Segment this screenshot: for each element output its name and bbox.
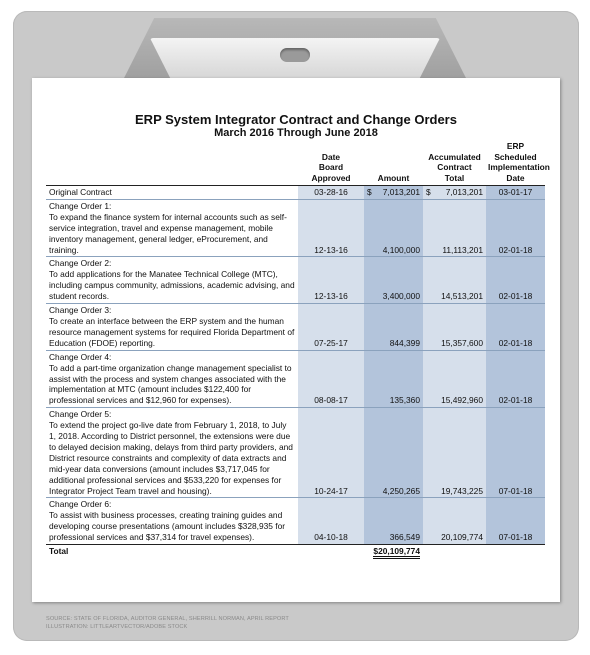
source-line: SOURCE: STATE OF FLORIDA, AUDITOR GENERAL, SHERRILL NORMAN, APRIL REPORT (46, 616, 289, 622)
row-date: 12-13-16 (298, 257, 364, 304)
table-row-change-order-4 (46, 350, 545, 408)
row-date: 08-08-17 (298, 350, 364, 408)
row-description: Change Order 2: To add applications for the Manatee Technical College (MTC), including campus community, admissions, academic advising, and student records. (46, 257, 298, 304)
row-description: Change Order 1: To expand the finance system for internal accounts such as self-service integration, travel and expense management, mobile inventory management, general ledger, eProcurement, and training. (46, 199, 298, 257)
header-amount: Amount (377, 172, 410, 183)
row-accumulated: 14,513,201 (423, 257, 486, 304)
row-date: 04-10-18 (298, 498, 364, 545)
row-implementation: 02-01-18 (486, 199, 545, 257)
table-row-change-order-6 (46, 498, 545, 545)
row-description: Change Order 5: To extend the project go-live date from February 1, 2018, to July 1, 2018. According to District personnel, the extensions were due to delayed decision making, delays from third party providers, and District resource constraints and complexity of data extracts and mid-year data conversions (amount includes $3,717,045 for additional professional services and $533,220 for expenses for Integrator Project Team travel and housing). (46, 408, 298, 498)
total-spacer (298, 545, 364, 558)
row-label: Original Contract (46, 186, 298, 200)
row-implementation: 07-01-18 (486, 408, 545, 498)
page-title: ERP System Integrator Contract and Change Orders (135, 112, 457, 127)
row-amount: $ 7,013,201 (364, 186, 423, 200)
clipboard-clip-hole (280, 48, 310, 62)
header-accumulated-contract-total: Accumulated Contract Total (428, 151, 481, 183)
source-credit (46, 616, 289, 631)
row-description: Change Order 4: To add a part-time organization change management specialist to assist with the process and system changes associated with the implementation at MTC (amount includes $122,400 for professional services and $12,960 for expenses). (46, 350, 298, 408)
row-amount: 3,400,000 (364, 257, 423, 304)
row-amount: 4,250,265 (364, 408, 423, 498)
row-accumulated: 15,492,960 (423, 350, 486, 408)
row-date: 03-28-16 (298, 186, 364, 200)
row-amount: 4,100,000 (364, 199, 423, 257)
row-accumulated: 19,743,225 (423, 408, 486, 498)
row-amount: 135,360 (364, 350, 423, 408)
page-subtitle: March 2016 Through June 2018 (214, 127, 378, 139)
row-accumulated: 11,113,201 (423, 199, 486, 257)
row-date: 10-24-17 (298, 408, 364, 498)
row-description: Change Order 6: To assist with business processes, creating training guides and developing course presentations (amount includes $328,935 for professional services and $37,314 for travel expenses). (46, 498, 298, 545)
table-row-original-contract (46, 186, 545, 200)
row-implementation: 02-01-18 (486, 304, 545, 351)
row-implementation: 02-01-18 (486, 350, 545, 408)
row-implementation: 07-01-18 (486, 498, 545, 545)
row-description: Change Order 3: To create an interface between the ERP system and the human resource management systems for required Florida Department of Education (FDOE) reporting. (46, 304, 298, 351)
table-row-total (46, 545, 545, 558)
row-implementation: 03-01-17 (486, 186, 545, 200)
contract-table (46, 141, 550, 558)
header-erp-scheduled-implementation-date: ERP Scheduled Implementation Date (488, 141, 550, 183)
row-accumulated: $ 7,013,201 (423, 186, 486, 200)
table-row-change-order-5 (46, 408, 545, 498)
table-row-change-order-1 (46, 199, 545, 257)
illustration-credit-line: ILLUSTRATION: LITTLEARTVECTOR/ADOBE STOCK (46, 623, 188, 630)
total-label: Total (46, 545, 298, 558)
table-row-change-order-2 (46, 257, 545, 304)
header-date-board-approved: Date Board Approved (311, 151, 351, 183)
document-paper (32, 78, 560, 602)
row-amount: 366,549 (364, 498, 423, 545)
total-spacer (423, 545, 486, 558)
table-row-change-order-3 (46, 304, 545, 351)
row-implementation: 02-01-18 (486, 257, 545, 304)
table-header-row (46, 141, 545, 186)
total-amount: $20,109,774 (364, 545, 423, 558)
row-accumulated: 15,357,600 (423, 304, 486, 351)
row-amount: 844,399 (364, 304, 423, 351)
total-spacer (486, 545, 545, 558)
row-date: 12-13-16 (298, 199, 364, 257)
header-description (46, 141, 298, 186)
row-accumulated: 20,109,774 (423, 498, 486, 545)
row-date: 07-25-17 (298, 304, 364, 351)
